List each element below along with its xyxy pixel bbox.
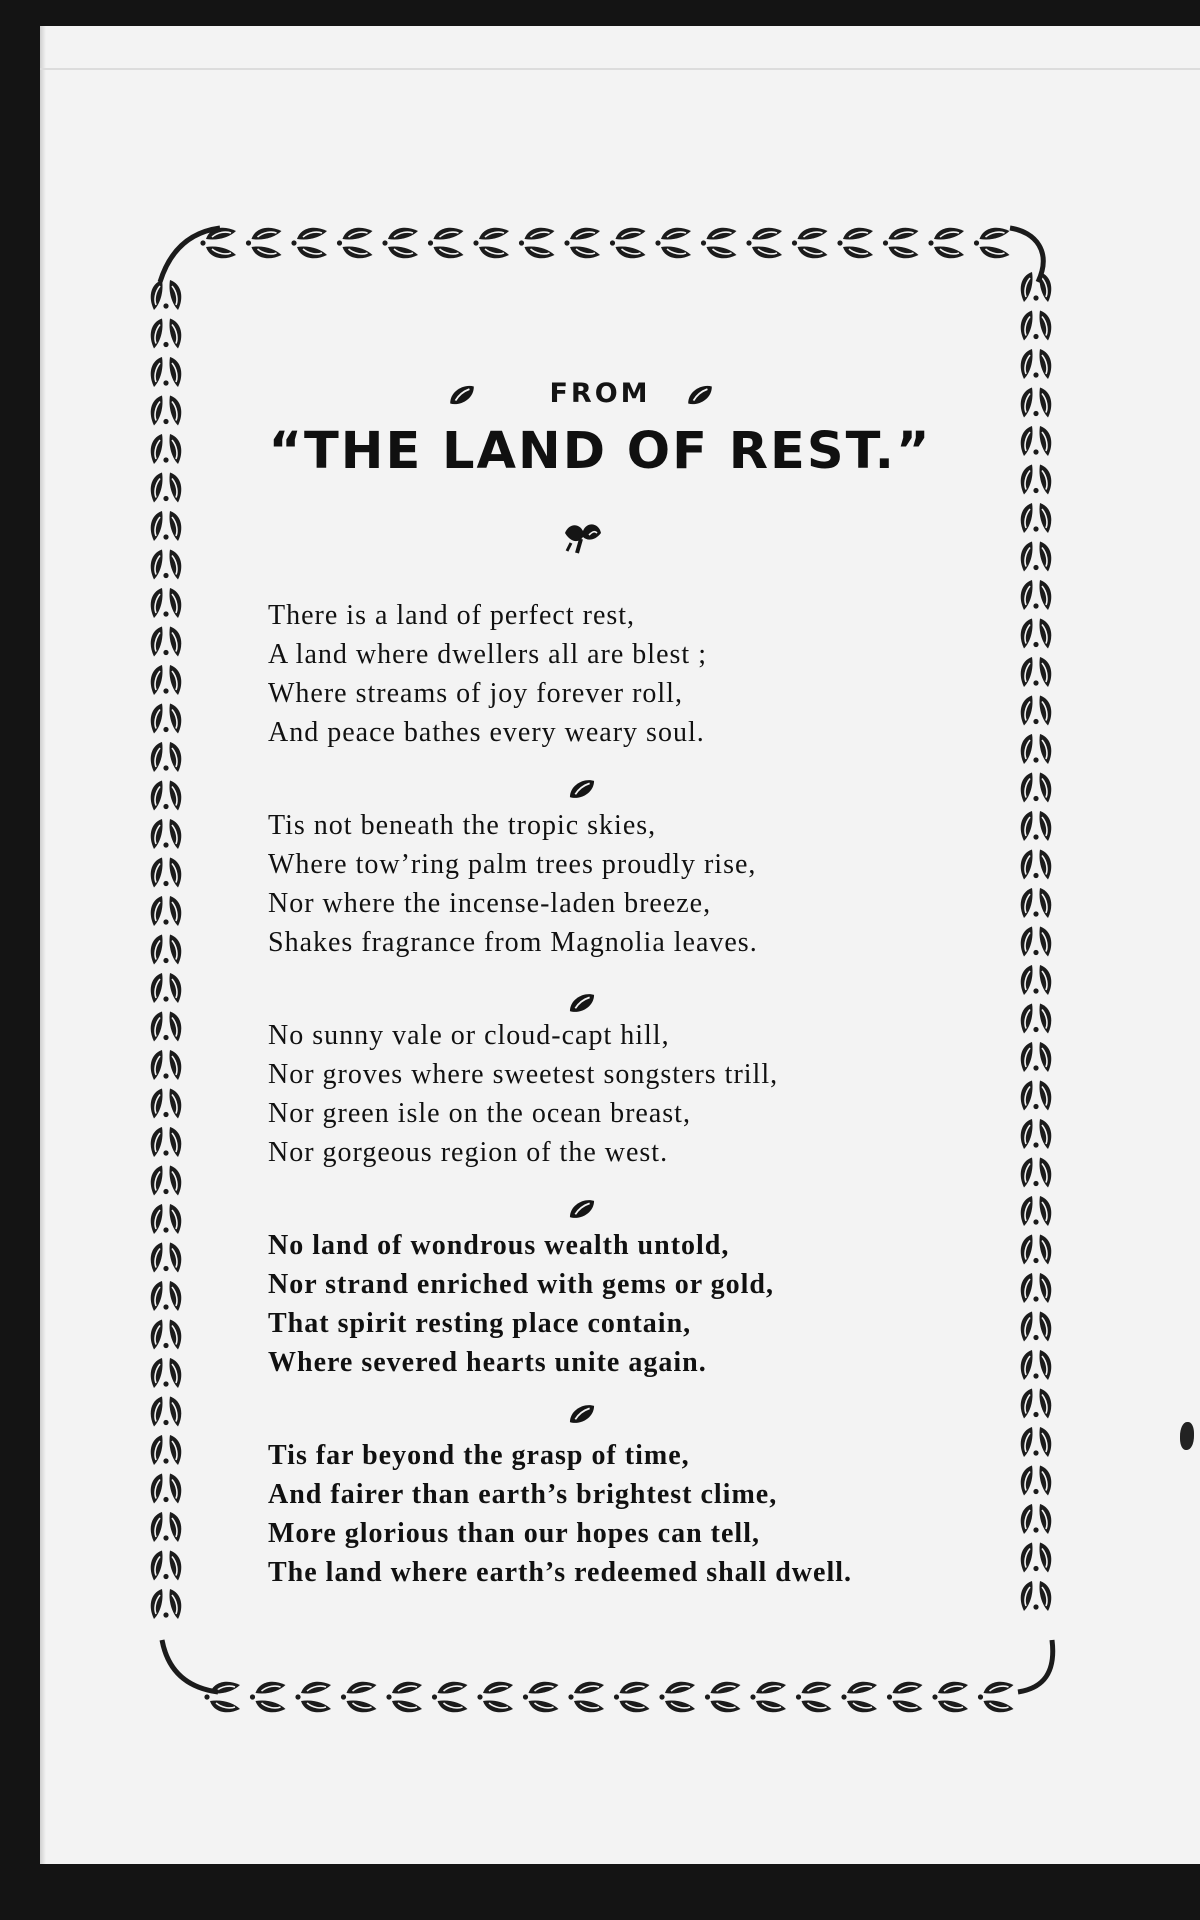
laurel-leaf-icon — [151, 858, 182, 888]
laurel-leaf-icon — [1021, 1119, 1052, 1149]
floral-sprig-icon — [565, 524, 601, 553]
laurel-leaf-icon — [151, 1281, 182, 1311]
laurel-leaf-icon — [151, 1089, 182, 1119]
laurel-leaf-icon — [974, 228, 1010, 259]
poem-line: A land where dwellers all are blest ; — [268, 639, 707, 670]
laurel-leaf-icon — [151, 588, 182, 618]
laurel-leaf-icon — [151, 704, 182, 734]
poem-line: Nor green isle on the ocean breast, — [268, 1098, 691, 1129]
stanza-divider — [268, 962, 988, 1016]
laurel-leaf-icon — [1021, 1196, 1052, 1226]
poem-line: And peace bathes every weary soul. — [268, 717, 705, 748]
laurel-leaf-icon — [1021, 272, 1052, 302]
laurel-leaf-icon — [432, 1682, 468, 1713]
poem-line: Where tow’ring palm trees proudly rise, — [268, 849, 757, 880]
laurel-leaf-icon — [1021, 811, 1052, 841]
laurel-leaf-icon — [151, 973, 182, 1003]
laurel-leaf-icon — [746, 228, 782, 259]
poem-body — [268, 596, 988, 1592]
laurel-leaf-icon — [151, 1397, 182, 1427]
laurel-leaf-icon — [151, 511, 182, 541]
laurel-leaf-icon — [883, 228, 919, 259]
laurel-leaf-icon — [382, 228, 418, 259]
laurel-leaf-icon — [1021, 1042, 1052, 1072]
laurel-leaf-icon — [295, 1682, 331, 1713]
laurel-leaf-icon — [151, 1435, 182, 1465]
laurel-leaf-icon — [151, 1127, 182, 1157]
laurel-leaf-icon — [151, 1050, 182, 1080]
poem-line: Nor groves where sweetest songsters trill, — [268, 1059, 779, 1090]
laurel-leaf-icon — [1021, 773, 1052, 803]
laurel-leaf-icon — [750, 1682, 786, 1713]
laurel-leaf-icon — [841, 1682, 877, 1713]
laurel-leaf-icon — [477, 1682, 513, 1713]
stanza — [268, 1436, 988, 1592]
laurel-leaf-icon — [151, 1474, 182, 1504]
laurel-leaf-icon — [1021, 1504, 1052, 1534]
laurel-leaf-icon — [792, 228, 828, 259]
laurel-leaf-icon — [151, 781, 182, 811]
poem-line: Tis not beneath the tropic skies, — [268, 810, 657, 841]
laurel-leaf-icon — [151, 819, 182, 849]
laurel-leaf-icon — [1021, 734, 1052, 764]
poem-title: “THE LAND OF REST.” — [268, 422, 932, 481]
laurel-leaf-icon — [928, 228, 964, 259]
laurel-leaf-icon — [151, 1204, 182, 1234]
laurel-leaf-icon — [151, 550, 182, 580]
poem-line: Nor where the incense-laden breeze, — [268, 888, 712, 919]
laurel-leaf-icon — [1021, 965, 1052, 995]
poem-line: Shakes fragrance from Magnolia leaves. — [268, 927, 758, 958]
stanza — [268, 1016, 988, 1172]
laurel-leaf-icon — [1021, 388, 1052, 418]
laurel-leaf-icon — [1021, 619, 1052, 649]
laurel-leaf-icon — [978, 1682, 1014, 1713]
poem-line: Where streams of joy forever roll, — [268, 678, 683, 709]
laurel-leaf-icon — [1021, 927, 1052, 957]
poem-line: No land of wondrous wealth untold, — [268, 1230, 730, 1261]
laurel-leaf-icon — [655, 228, 691, 259]
laurel-leaf-icon — [564, 228, 600, 259]
laurel-leaf-icon — [659, 1682, 695, 1713]
poem-line: The land where earth’s redeemed shall dwell. — [268, 1557, 853, 1588]
stanza-divider — [268, 1172, 988, 1226]
poem-line: More glorious than our hopes can tell, — [268, 1518, 760, 1549]
laurel-leaf-icon — [1021, 311, 1052, 341]
stanza-divider — [268, 1382, 988, 1436]
poem-line: Nor gorgeous region of the west. — [268, 1137, 669, 1168]
poem-line: Nor strand enriched with gems or gold, — [268, 1269, 774, 1300]
corner-ornament-top-right — [1010, 228, 1043, 282]
laurel-leaf-icon — [291, 228, 327, 259]
laurel-leaf-icon — [1021, 1543, 1052, 1573]
laurel-leaf-icon — [151, 1512, 182, 1542]
laurel-leaf-icon — [473, 228, 509, 259]
stanza — [268, 1226, 988, 1382]
laurel-leaf-icon — [151, 1358, 182, 1388]
laurel-leaf-icon — [1021, 1273, 1052, 1303]
poem-line: There is a land of perfect rest, — [268, 600, 636, 631]
laurel-leaf-icon — [250, 1682, 286, 1713]
laurel-leaf-icon — [1021, 1389, 1052, 1419]
laurel-leaf-icon — [519, 228, 555, 259]
laurel-leaf-icon — [1021, 850, 1052, 880]
laurel-leaf-icon — [614, 1682, 650, 1713]
laurel-leaf-icon — [1021, 349, 1052, 379]
laurel-leaf-icon — [1021, 1581, 1052, 1611]
poem-line: Tis far beyond the grasp of time, — [268, 1440, 690, 1471]
laurel-leaf-icon — [1021, 580, 1052, 610]
laurel-leaf-icon — [151, 319, 182, 349]
poem-line: Where severed hearts unite again. — [268, 1347, 707, 1378]
laurel-leaf-icon — [151, 280, 182, 310]
laurel-leaf-icon — [151, 1243, 182, 1273]
laurel-leaf-icon — [796, 1682, 832, 1713]
laurel-leaf-icon — [523, 1682, 559, 1713]
laurel-leaf-icon — [932, 1682, 968, 1713]
laurel-leaf-icon — [1021, 696, 1052, 726]
laurel-leaf-icon — [1021, 1350, 1052, 1380]
stanza — [268, 596, 988, 752]
laurel-leaf-icon — [1021, 1466, 1052, 1496]
laurel-leaf-icon — [837, 228, 873, 259]
laurel-leaf-icon — [1021, 503, 1052, 533]
stanza — [268, 806, 988, 962]
laurel-leaf-icon — [568, 1682, 604, 1713]
laurel-leaf-icon — [151, 1551, 182, 1581]
laurel-leaf-icon — [151, 1589, 182, 1619]
laurel-leaf-icon — [151, 935, 182, 965]
laurel-leaf-icon — [1021, 657, 1052, 687]
laurel-leaf-icon — [151, 1012, 182, 1042]
laurel-leaf-icon — [386, 1682, 422, 1713]
laurel-leaf-icon — [204, 1682, 240, 1713]
laurel-leaf-icon — [705, 1682, 741, 1713]
laurel-leaf-icon — [151, 896, 182, 926]
stanza-divider — [268, 752, 988, 806]
laurel-leaf-icon — [151, 665, 182, 695]
laurel-leaf-icon — [1021, 1004, 1052, 1034]
poem-line: That spirit resting place contain, — [268, 1308, 692, 1339]
corner-ornament-bottom-right — [1018, 1640, 1053, 1692]
laurel-leaf-icon — [701, 228, 737, 259]
laurel-leaf-icon — [1021, 1081, 1052, 1111]
laurel-leaf-icon — [1021, 542, 1052, 572]
laurel-leaf-icon — [151, 357, 182, 387]
laurel-leaf-icon — [1021, 888, 1052, 918]
laurel-leaf-icon — [337, 228, 373, 259]
laurel-leaf-icon — [151, 627, 182, 657]
heading-prefix: FROM — [549, 378, 651, 409]
laurel-leaf-icon — [151, 396, 182, 426]
laurel-leaf-icon — [428, 228, 464, 259]
laurel-leaf-icon — [1021, 1312, 1052, 1342]
laurel-leaf-icon — [1021, 1235, 1052, 1265]
laurel-leaf-icon — [151, 742, 182, 772]
laurel-leaf-icon — [1021, 1158, 1052, 1188]
laurel-leaf-icon — [246, 228, 282, 259]
laurel-leaf-icon — [610, 228, 646, 259]
laurel-leaf-icon — [151, 1320, 182, 1350]
laurel-leaf-icon — [887, 1682, 923, 1713]
poem-line: And fairer than earth’s brightest clime, — [268, 1479, 778, 1510]
poem-line: No sunny vale or cloud-capt hill, — [268, 1020, 670, 1051]
laurel-leaf-icon — [151, 1166, 182, 1196]
corner-ornament-bottom-left — [162, 1640, 218, 1692]
laurel-leaf-icon — [1021, 1427, 1052, 1457]
laurel-leaf-icon — [341, 1682, 377, 1713]
